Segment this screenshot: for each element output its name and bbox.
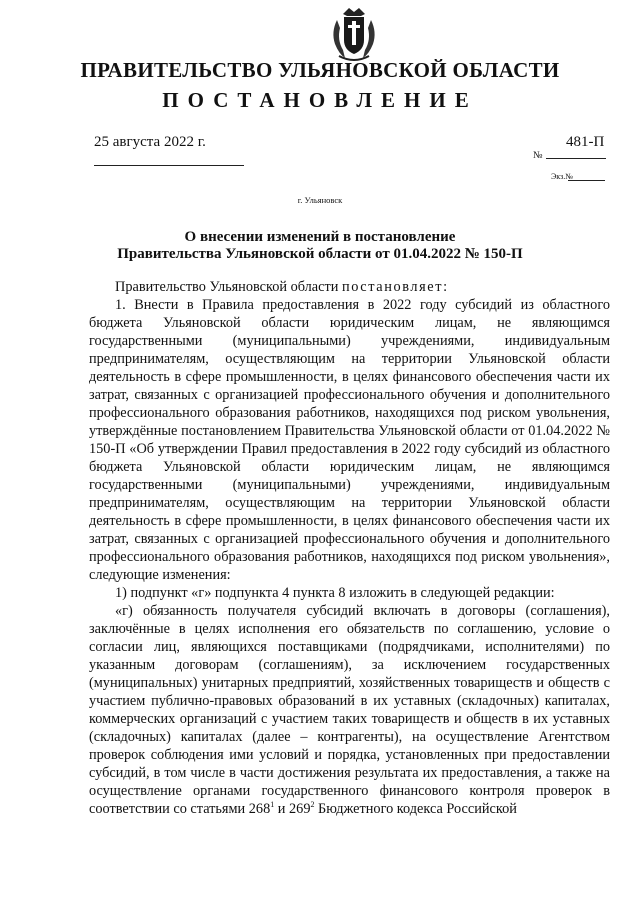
document-number: 481-П bbox=[566, 134, 605, 150]
subitem-1-paragraph: 1) подпункт «г» подпункта 4 пункта 8 изложить в следующей редакции: bbox=[115, 585, 555, 601]
quote-mid: и 269 bbox=[274, 801, 311, 817]
date-underline bbox=[94, 165, 244, 166]
intro-verb: постановляет: bbox=[341, 279, 449, 295]
document-date: 25 августа 2022 г. bbox=[94, 134, 206, 150]
number-underline bbox=[546, 158, 606, 159]
title-line-1: О внесении изменений в постановление bbox=[184, 229, 456, 245]
intro-paragraph bbox=[89, 278, 610, 296]
city-name: г. Ульяновск bbox=[297, 195, 343, 205]
superscript-2: 2 bbox=[310, 800, 315, 809]
document-body bbox=[89, 278, 610, 818]
amendment-quote-paragraph bbox=[89, 602, 610, 818]
number-prefix: № bbox=[533, 150, 543, 161]
quote-text: «г) обязанность получателя субсидий включать в договоры (соглашения), заключённые в целях исполнения его обязательств по соглашению, условие о согласии лиц, являющихся поставщиками (подрядчиками, исполнителями) по указанным договорам (соглашениям), за исключением государственных (муниципальных) унитарных предприятий, хозяйственных товариществ и обществ с участием публично-правовых образований в их уставных (складочных) капиталах, коммерческих организаций с участием таких товариществ и обществ в их уставных (складочных) капиталах (далее – контрагенты), на осуществление Агентством проверок соблюдения ими условий и порядка, установленных при предоставлении субсидий, в том числе в части достижения результата их предоставления, а также на осуществление органами государственного финансового контроля проверок в соответствии со статьями 268 bbox=[89, 603, 610, 817]
item-1-paragraph: 1. Внести в Правила предоставления в 2022 году субсидий из областного бюджета Ульяновской области юридическим лицам, не являющимся государственными (муниципальными) учреждениями, индивидуальным предпринимателям, осуществляющим на территории Ульяновской области деятельность в сфере промышленности, в целях финансового обеспечения части их затрат, связанных с организацией профессионального обучения и дополнительного профессионального образования работников, находящихся под риском увольнения, утверждённые постановлением Правительства Ульяновской области от 01.04.2022 № 150-П «Об утверждении Правил предоставления в 2022 году субсидий из областного бюджета Ульяновской области юридическим лицам, не являющимся государственными (муниципальными) учреждениями, индивидуальным предпринимателям, осуществляющим на территории Ульяновской области деятельность в сфере промышленности, в целях финансового обеспечения части их затрат, связанных с организацией профессионального обучения и дополнительного профессионального образования работников, находящихся под риском увольнения», следующие изменения: bbox=[89, 297, 610, 583]
document-title bbox=[0, 229, 640, 263]
coat-of-arms-icon bbox=[327, 4, 381, 66]
document-type: ПОСТАНОВЛЕНИЕ bbox=[162, 88, 478, 112]
intro-text: Правительство Ульяновской области bbox=[115, 279, 342, 295]
superscript-1: 1 bbox=[270, 800, 275, 809]
government-name: ПРАВИТЕЛЬСТВО УЛЬЯНОВСКОЙ ОБЛАСТИ bbox=[80, 58, 560, 82]
copy-number-underline bbox=[568, 180, 605, 181]
title-line-2: Правительства Ульяновской области от 01.04.2022 № 150-П bbox=[117, 246, 523, 262]
quote-tail: Бюджетного кодекса Российской bbox=[314, 801, 517, 817]
copy-number-label: Экз.№ bbox=[551, 172, 573, 181]
